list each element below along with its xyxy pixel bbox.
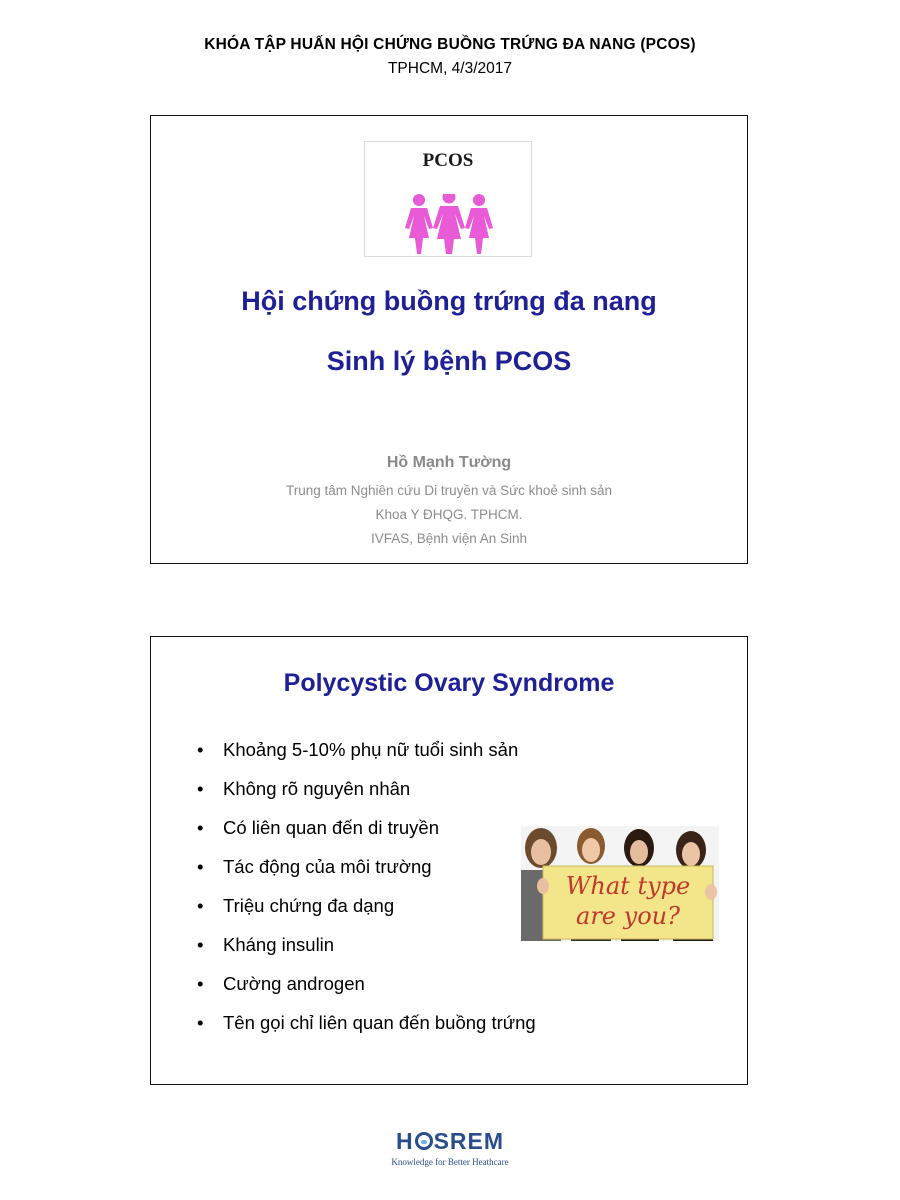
list-item [197, 895, 536, 934]
affiliation: IVFAS, Bệnh viện An Sinh [370, 531, 528, 546]
affiliation: Trung tâm Nghiên cứu Di truyền và Sức khoẻ sinh sản [286, 483, 612, 498]
list-item [197, 739, 536, 778]
slide-title: Polycystic Ovary Syndrome [283, 669, 615, 697]
slide-title-2: Sinh lý bệnh PCOS [326, 346, 572, 376]
pcos-logo-text: PCOS [422, 150, 474, 171]
pcos-logo [364, 141, 532, 257]
list-item [197, 778, 536, 817]
affiliation: Khoa Y ĐHQG. TPHCM. [375, 507, 523, 522]
footer-logo [0, 1128, 900, 1167]
bullet-text: Cường androgen [223, 973, 365, 994]
bullet-text: Kháng insulin [223, 934, 335, 955]
sign-line-2: are you? [576, 902, 680, 930]
hosrem-logo [0, 1128, 900, 1155]
globe-icon [415, 1132, 433, 1150]
page-header [0, 36, 900, 78]
slide-1 [150, 115, 748, 564]
tagline: Knowledge for Better Heathcare [391, 1157, 509, 1167]
bullet-icon: • [197, 739, 204, 760]
bullet-icon: • [197, 856, 204, 877]
bullet-text: Triệu chứng đa dạng [223, 895, 395, 916]
list-item [197, 817, 536, 856]
women-holding-sign-photo [521, 826, 719, 941]
bullet-icon: • [197, 895, 204, 916]
bullet-icon: • [197, 973, 204, 994]
slide-2 [150, 636, 748, 1085]
bullet-text: Khoảng 5-10% phụ nữ tuổi sinh sản [223, 739, 519, 760]
slide-title-1: Hội chứng buồng trứng đa nang [241, 286, 657, 316]
list-item [197, 973, 536, 1012]
brand-letter: H [395, 1128, 414, 1154]
bullet-text: Có liên quan đến di truyền [223, 817, 439, 838]
women-figures-icon [403, 194, 495, 254]
bullet-text: Không rõ nguyên nhân [223, 778, 411, 799]
bullet-list [197, 739, 536, 1051]
bullet-text: Tên gọi chỉ liên quan đến buồng trứng [223, 1012, 536, 1033]
bullet-icon: • [197, 817, 204, 838]
list-item [197, 934, 536, 973]
brand-text: SREM [433, 1128, 505, 1154]
bullet-icon: • [197, 934, 204, 955]
list-item [197, 1012, 536, 1051]
bullet-icon: • [197, 1012, 204, 1033]
course-title: KHÓA TẬP HUẤN HỘI CHỨNG BUỒNG TRỨNG ĐA NANG (PCOS) [204, 36, 696, 53]
author-name: Hồ Mạnh Tường [386, 454, 512, 471]
course-date: TPHCM, 4/3/2017 [387, 60, 513, 77]
bullet-icon: • [197, 778, 204, 799]
sign-line-1: What type [565, 872, 691, 900]
bullet-text: Tác động của môi trường [223, 856, 432, 877]
list-item [197, 856, 536, 895]
